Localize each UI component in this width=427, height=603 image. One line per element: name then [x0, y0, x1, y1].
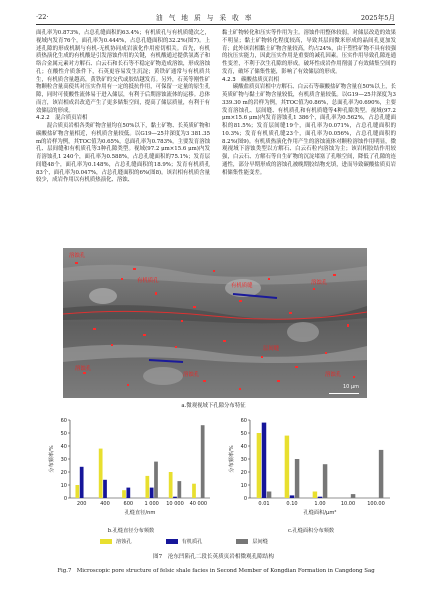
bar-1 [103, 480, 107, 498]
running-header [36, 10, 395, 25]
y-tick-label: 30 [240, 456, 247, 463]
bar-1 [262, 423, 266, 498]
legend-swatch [166, 539, 178, 544]
chart-legend [100, 538, 268, 545]
x-tick-label: 10.00 [340, 501, 356, 507]
bar-2 [154, 462, 158, 498]
body-paragraph: 混合质页岩相各类矿物含量均在50%以下，黏土矿物、长英质矿物和碳酸盐矿物含量相近，有机质含量较低。以G19—25井深度为3 381.35 m的岩样为例，其TOC值为0.65%，总面孔率为0.783%，主要发育溶蚀孔、层间缝和有机质孔等3种孔隙类型。视域(97.2 μm×15.6 μm)内发育溶蚀孔1 240个，面孔率为0.588%，占总孔缝面积的75.1%；发育层间缝48个，面孔率为0.148%，占总孔缝面积的18.9%；发育有机质孔83个，面孔率为0.047%，占总孔缝面积的6%(图8)。该岩相有机质含量较少，成岩作用以有机质热演化、溶蚀、 [36, 123, 210, 184]
x-tick-label: 10 000 [166, 501, 184, 507]
x-tick-label: 1.00 [314, 501, 326, 507]
subfigure-caption-a: a.微观视域下孔隙分布特征 [181, 403, 246, 409]
label-dissolution-pore: 溶蚀孔 [325, 372, 342, 378]
bar-2 [267, 492, 271, 499]
bar-1 [173, 497, 177, 498]
y-tick-label: 0 [243, 495, 247, 502]
micrograph-image [63, 248, 367, 398]
bar-0 [313, 492, 317, 499]
x-axis-label: 孔缝直径/nm [124, 510, 156, 516]
section-heading: 4.2.3 碳酸盐质页岩相 [222, 76, 279, 83]
label-organic-pore: 有机质孔 [137, 278, 159, 284]
label-dissolution-pore: 溶蚀孔 [183, 372, 200, 378]
y-tick-label: 0 [63, 495, 67, 502]
bar-0 [169, 472, 173, 498]
legend-item-organic [166, 538, 203, 545]
page-number: ·22· [36, 13, 49, 21]
bar-2 [295, 459, 299, 498]
sem-micrograph [63, 248, 367, 398]
y-tick-label: 30 [60, 456, 67, 463]
label-dissolution-pore: 溶蚀孔 [311, 280, 328, 286]
y-tick-label: 60 [240, 417, 247, 424]
bar-2 [379, 450, 383, 498]
y-tick-label: 20 [60, 469, 67, 476]
subfigure-caption-b: b.孔缝直径分布频数 [107, 528, 155, 534]
bar-2 [351, 494, 355, 498]
y-axis-label: 分布频率/% [229, 445, 235, 473]
subfigure-caption-c: c.孔缝面积分布频数 [287, 528, 335, 534]
section-heading: 4.2.2 混合质页岩相 [36, 115, 88, 122]
y-tick-label: 50 [240, 430, 247, 437]
figure-caption-en: Fig.7 Microscopic pore structure of felsic shale facies in Second Member of Kongdian Formation in Cangdong Sag [57, 568, 375, 574]
body-paragraph: 面孔率为0.873%，占总孔缝面积的63.4%；有机质孔与有机质缝次之，视域内发育76个，面孔率为0.444%，占总孔缝面积的32.2%(图7)。上述孔隙的形成机制与有机-无机协同成岩演化作用密切相关。首先，有机质热演化生成的有机酸是引发溶蚀作用的关键，有机酸通过提供氢离子和络合金属元素对方解石、白云石和长石等不稳定矿物造成溶蚀，形成溶蚀孔；在酸性介质条件下，石英更容易发生沉淀；黄铁矿通常与有机质共生，有机质含量越高，黄铁矿的交代或胶结越发育。另外，石英等刚性矿物颗粒含量高使其对压实作用有一定的抵抗作用，可保留一定量的原生孔隙，同时可使酸性流体易于进入储层，有利于后期溶蚀流体的运移。总体而言，该岩相成岩改造产生了更多储集空间，提高了储层质量，有利于有效储层的形成。 [36, 30, 210, 114]
y-axis-label: 分布频率/% [49, 445, 55, 473]
scale-bar [329, 393, 359, 395]
bar-1 [150, 488, 154, 498]
legend-label: 层间缝 [252, 539, 268, 545]
legend-swatch [236, 539, 248, 544]
label-dissolution-pore: 溶蚀孔 [69, 253, 86, 259]
bar-0 [285, 436, 289, 498]
label-organic-fracture: 有机质缝 [231, 283, 253, 289]
bar-0 [99, 449, 103, 498]
figure-caption-cn: 图7 沧东凹陷孔二段长英质页岩相微观孔隙结构 [152, 554, 275, 560]
right-column [222, 30, 396, 177]
y-tick-label: 50 [60, 430, 67, 437]
y-tick-label: 10 [240, 482, 247, 489]
bar-0 [75, 485, 79, 498]
legend-item-dissolution [100, 538, 132, 545]
x-tick-label: 0.01 [258, 501, 270, 507]
bar-2 [201, 425, 205, 498]
bar-2 [177, 481, 181, 498]
x-axis-label: 孔缝面积/μm² [303, 510, 337, 516]
y-tick-label: 20 [240, 469, 247, 476]
x-tick-label: 400 [100, 501, 110, 507]
journal-title: 油 气 地 质 与 采 收 率 [156, 14, 254, 22]
bar-1 [318, 497, 322, 498]
bar-1 [290, 495, 294, 498]
legend-item-bedding [236, 538, 268, 545]
bar-0 [145, 476, 149, 498]
y-tick-label: 10 [60, 482, 67, 489]
issue-date: 2025年5月 [360, 14, 395, 22]
bar-0 [192, 484, 196, 498]
x-tick-label: 600 [123, 501, 134, 507]
chart-b-svg [46, 414, 216, 524]
legend-label: 溶蚀孔 [116, 539, 132, 545]
body-paragraph: 黏土矿物转化和压实等作用为主。溶蚀作用整体较弱，对储层改造的效果不明显；黏土矿物转化程度较高，导致其层间微米形成的晶间孔更加发育；此外该岩相黏土矿物含量较高，约占24%，由于塑性矿物不具有较强的抗压实能力，因此压实作用是重要的减孔因素。压实作用导致孔隙连通性变差，不利于次生孔隙的形成。破坏性成岩作用削弱了有效储集空间的发育，破坏了储集性能，影响了有效储层的形成。 [222, 30, 396, 75]
y-tick-label: 40 [60, 443, 67, 450]
chart-pore-area [226, 414, 396, 524]
label-dissolution-pore: 溶蚀孔 [75, 366, 92, 372]
bar-0 [122, 490, 126, 498]
y-tick-label: 60 [60, 417, 67, 424]
label-bedding-fracture: 层间缝 [263, 346, 280, 352]
bar-0 [257, 433, 261, 498]
legend-swatch [100, 539, 112, 544]
x-tick-label: 0.10 [286, 501, 298, 507]
x-tick-label: 100.00 [367, 501, 385, 507]
bar-1 [80, 467, 84, 498]
y-tick-label: 40 [240, 443, 247, 450]
body-paragraph: 碳酸盐质页岩相中方解石、白云石等碳酸盐矿物含量在50%以上，长英质矿物与黏土矿物含量较低，有机质含量较低。以G19—25井深度为3 339.30 m的岩样为例，其TOC值为0.86%，总面孔率为0.690%，主要发育溶蚀孔、层间缝、有机质孔和有机质缝等4种孔隙类型。视域(97.2 μm×15.6 μm)内发育溶蚀孔1 386个，面孔率为0.562%，占总孔缝面积的81.5%；发育层间缝19个，面孔率为0.071%，占总孔缝面积的10.3%；发育有机质孔缝23个，面孔率为0.056%，占总孔缝面积的8.2%(图9)。有机质热演化作用产生的溶蚀流体对颗粒溶蚀作用明显，微观视域下溶蚀类型以方解石、白云石粒内溶蚀为主；该岩相胶结作用较强，白云石、方解石等自生矿物的沉淀堵塞了孔喉空间，降低了孔隙的连通性，部分早期形成的溶蚀孔被晚期胶结物充填，进而导致碳酸盐质页岩相储集性能变差。 [222, 84, 396, 176]
left-column [36, 30, 210, 185]
bar-1 [126, 488, 130, 498]
x-tick-label: 40 000 [189, 501, 208, 507]
x-tick-label: 1 000 [144, 501, 159, 507]
legend-label: 有机质孔 [181, 539, 203, 545]
scale-label: 10 μm [342, 384, 359, 390]
bar-2 [323, 464, 327, 498]
chart-c-svg [226, 414, 396, 524]
chart-pore-diameter [46, 414, 216, 524]
x-tick-label: 200 [76, 501, 87, 507]
